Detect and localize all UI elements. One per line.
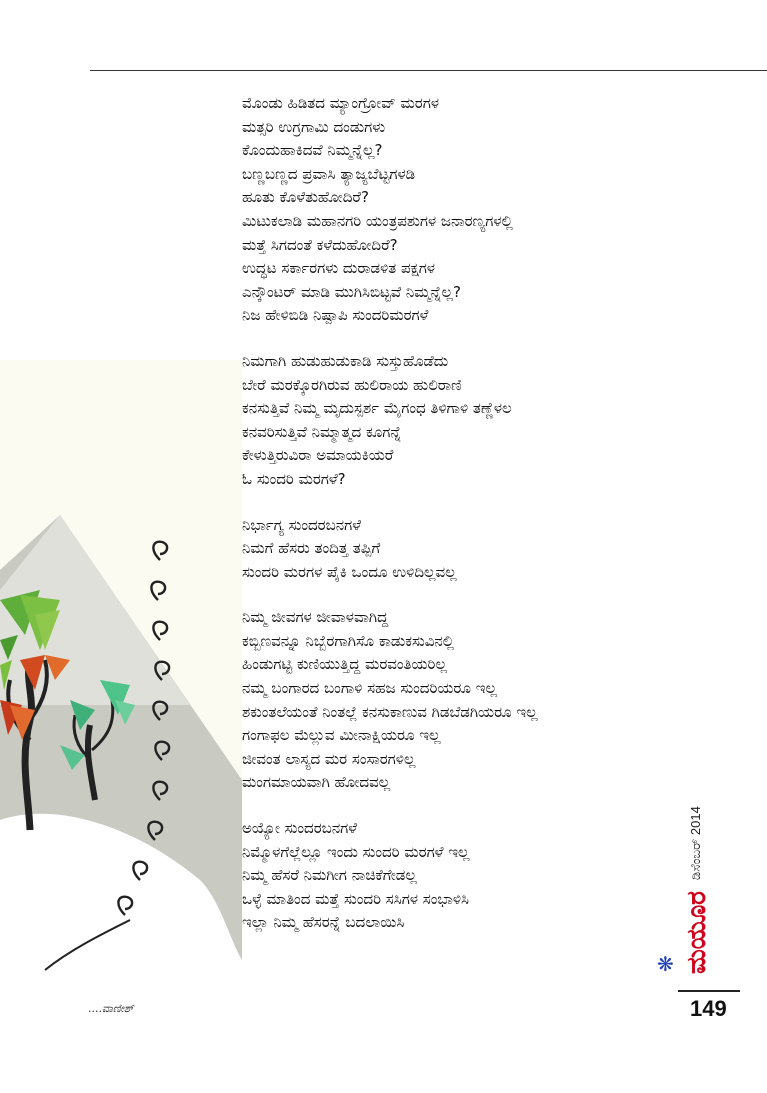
poem-line: ಉದ್ಧಟ ಸರ್ಕಾರಗಳು ದುರಾಡಳಿತ ಪಕ್ಷಗಳ xyxy=(242,259,436,278)
poem-line: ಎನ್ಕೌಂಟರ್ ಮಾಡಿ ಮುಗಿಸಿಬಿಟ್ಟವೆ ನಿಮ್ಮನ್ನೆಲ್ಲ? xyxy=(242,282,461,301)
poem-line: ನಿಜ ಹೇಳಿಬಿಡಿ ನಿಷ್ಪಾಪಿ ಸುಂದರಿಮರಗಳೆ xyxy=(242,306,429,325)
illustration-graphic xyxy=(0,360,242,1000)
poem-line: ಕನಸುತ್ತಿವೆ ನಿಮ್ಮ ಮೃದುಸ್ಪರ್ಶ ಮೈಗಂಧ ತಿಳಿಗಾಳಿ ತಣ್ಣೆಳಲ xyxy=(242,399,512,418)
poem-line: ಓ ಸುಂದರಿ ಮರಗಳೆ? xyxy=(242,469,346,488)
poem-line: ಮತ್ತೆ ಸಿಗದಂತೆ ಕಳೆದುಹೋದಿರೆ? xyxy=(242,235,398,254)
poem-line: ನಿರ್ಭಾಗ್ಯ ಸುಂದರಬನಗಳೆ xyxy=(242,515,361,534)
poem-line: ನಿಮ್ಮ ಹೆಸರೆ ನಿಮಗೀಗ ನಾಚಿಕೆಗೇಡಲ್ಲ xyxy=(242,866,417,885)
magazine-name: ಮಯೂರ xyxy=(682,891,712,974)
flower-icon: ❋ xyxy=(657,952,674,976)
poem-line: ನಿಮ್ಮ ಜೀವಗಳ ಜೀವಾಳವಾಗಿದ್ದ xyxy=(242,608,389,627)
poem-line: ನಿಮ್ಮೊಳಗೆಲ್ಲೆಲ್ಲೂ ಇಂದು ಸುಂದರಿ ಮರಗಳೆ ಇಲ್ಲ xyxy=(242,842,470,861)
illustration xyxy=(0,360,242,1000)
poem-line: ಜೀವಂತ ಲಾಸ್ಯದ ಮರ ಸಂಸಾರಗಳಿಲ್ಲ xyxy=(242,749,416,768)
stanza-5 xyxy=(242,817,682,935)
stanza-2 xyxy=(242,350,682,492)
poem-line: ಮಿಟುಕಲಾಡಿ ಮಹಾನಗರಿ ಯಂತ್ರಪಶುಗಳ ಜನಾರಣ್ಯಗಳಲ್ಲಿ xyxy=(242,211,513,230)
stanza-3 xyxy=(242,514,682,585)
poem-line: ನಿಮಗಾಗಿ ಹುಡುಹುಡುಕಾಡಿ ಸುಸ್ತುಹೊಡೆದು xyxy=(242,351,449,370)
poem-line: ಅಯ್ಯೋ ಸುಂದರಬನಗಳೆ xyxy=(242,819,358,838)
magazine-date: ಡಿಸೆಂಬರ್ 2014 xyxy=(688,806,703,880)
artist-signature: ....ವಾಣೀಶ್ xyxy=(88,1002,134,1015)
poem-line: ಇಲ್ಲಾ ನಿಮ್ಮ ಹೆಸರನ್ನೆ ಬದಲಾಯಿಸಿ xyxy=(242,913,405,932)
poem-line: ಗಂಗಾಫಲ ಮೆಲ್ಲುವ ಮೀನಾಕ್ಷಿಯರೂ ಇಲ್ಲ xyxy=(242,726,441,745)
poem-line: ನಿಮಗೆ ಹೆಸರು ತಂದಿತ್ತ ತಪ್ಪಿಗೆ xyxy=(242,539,381,558)
top-rule xyxy=(90,70,767,71)
poem-line: ಮತ್ಸರಿ ಉಗ್ರಗಾಮಿ ದಂಡುಗಳು xyxy=(242,117,386,136)
page-number: 149 xyxy=(690,996,727,1021)
poem-line: ಸುಂದರಿ ಮರಗಳ ಪೈಕಿ ಒಂದೂ ಉಳಿದಿಲ್ಲವಲ್ಲ xyxy=(242,562,457,581)
stanza-4 xyxy=(242,606,682,795)
poem-line: ಒಳ್ಳೆ ಮಾತಿಂದ ಮತ್ತೆ ಸುಂದರಿ ಸಸಿಗಳ ಸಂಭಾಳಿಸಿ xyxy=(242,889,470,908)
poem-line: ಬೇರೆ ಮರಕ್ಕೊರಗಿರುವ ಹುಲಿರಾಯ ಹುಲಿರಾಣಿ xyxy=(242,375,462,394)
poem-line: ಕೊಂದುಹಾಕಿದವೆ ನಿಮ್ಮನ್ನೆಲ್ಲ? xyxy=(242,141,383,160)
poem-line: ಮೊಂಡು ಹಿಡಿತದ ಮ್ಯಾಂಗ್ರೋವ್ ಮರಗಳ xyxy=(242,94,439,112)
poem xyxy=(242,92,682,957)
poem-line: ಹೂತು ಕೊಳೆತುಹೋದಿರೆ? xyxy=(242,188,369,207)
poem-line: ಮಂಗಮಾಯವಾಗಿ ಹೋದವಲ್ಲ xyxy=(242,773,391,792)
poem-line: ಕಬ್ಬಿಣವನ್ನೂ ನಿಬ್ಬೆರಗಾಗಿಸೊ ಕಾಡುಕಸುವಿನಲ್ಲಿ xyxy=(242,631,455,650)
poem-line: ಶಕುಂತಲೆಯಂತೆ ನಿಂತಲ್ಲೆ ಕನಸುಕಾಣುವ ಗಿಡಬೆಡಗಿಯರೂ ಇಲ್ಲ xyxy=(242,702,538,721)
poem-line: ಕೇಳುತ್ತಿರುವಿರಾ ಅಮಾಯಕಿಯರೆ xyxy=(242,446,394,465)
poem-line: ಬಣ್ಣಬಣ್ಣದ ಪ್ರವಾಸಿ ತ್ಯಾಜ್ಯಬೆಟ್ಟಗಳಡಿ xyxy=(242,164,416,183)
poem-line: ನಮ್ಮ ಬಂಗಾರದ ಬಂಗಾಳಿ ಸಹಜ ಸುಂದರಿಯರೂ ಇಲ್ಲ xyxy=(242,679,497,698)
stanza-1 xyxy=(242,92,682,328)
poem-line: ಕನವರಿಸುತ್ತಿವೆ ನಿಮ್ಮಾತ್ಮದ ಕೂಗನ್ನೆ xyxy=(242,422,402,441)
poem-line: ಹಿಂಡುಗಟ್ಟಿ ಕುಣಿಯುತ್ತಿದ್ದ ಮರವಂತಿಯರಿಲ್ಲ xyxy=(242,655,447,674)
page-number-rule xyxy=(678,990,740,992)
